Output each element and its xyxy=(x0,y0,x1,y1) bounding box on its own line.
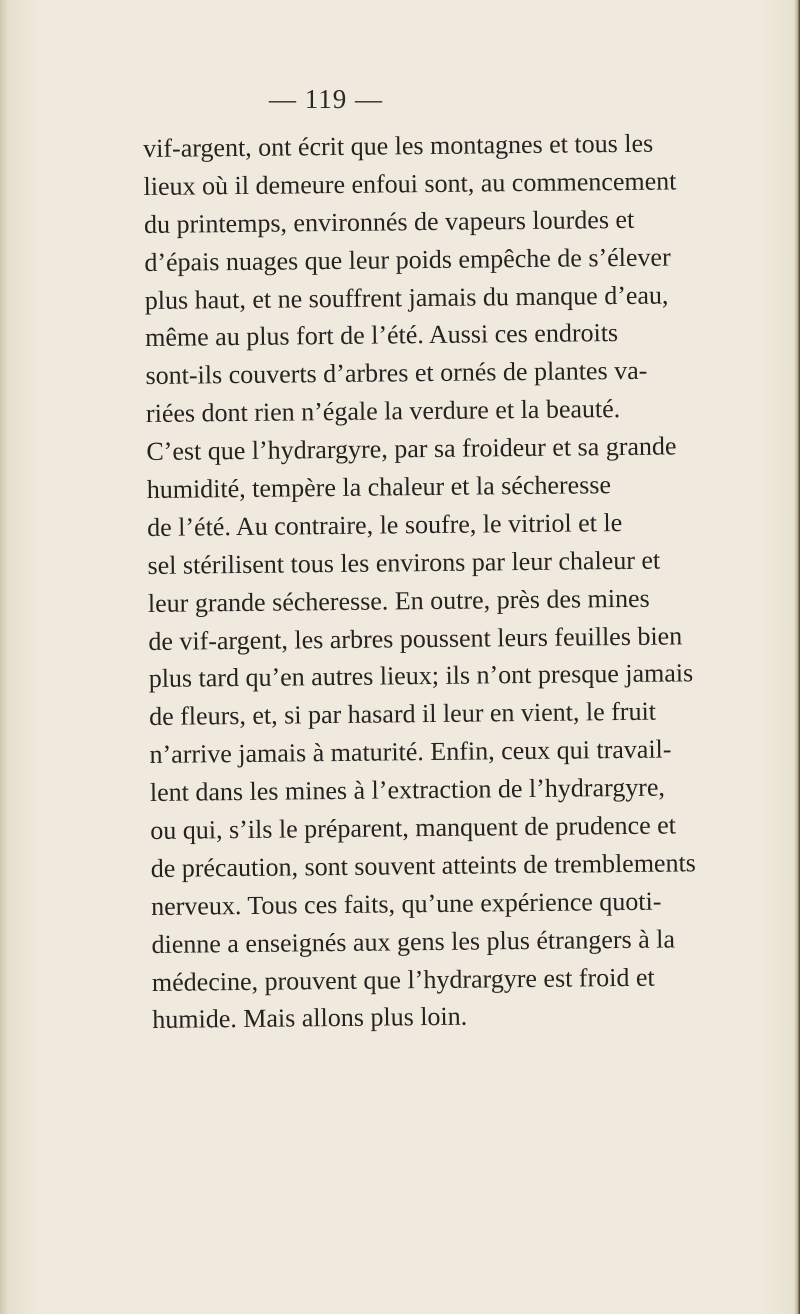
text-line: dienne a enseignés aux gens les plus étrangers à la xyxy=(151,924,676,959)
page-number: — 119 — xyxy=(269,84,383,114)
text-line: plus tard qu’en autres lieux; ils n’ont presque jamais xyxy=(148,658,694,694)
text-line: humide. Mais allons plus loin. xyxy=(152,1002,468,1035)
text-line: médecine, prouvent que l’hydrargyre est froid et xyxy=(151,962,655,997)
text-line: lieux où il demeure enfoui sont, au commencement xyxy=(143,166,677,201)
text-line: plus haut, et ne souffrent jamais du manque d’eau, xyxy=(144,280,669,315)
text-line: de précaution, sont souvent atteints de tremblements xyxy=(150,848,696,883)
text-line: ou qui, s’ils le préparent, manquent de prudence et xyxy=(150,810,677,845)
text-line: vif-argent, ont écrit que les montagnes et tous les xyxy=(143,128,654,163)
gutter-shadow xyxy=(0,0,8,1314)
text-line: même au plus fort de l’été. Aussi ces endroits xyxy=(145,318,619,353)
text-line: de fleurs, et, si par hasard il leur en vient, le fruit xyxy=(148,697,657,732)
text-line: de l’été. Au contraire, le soufre, le vitriol et le xyxy=(147,507,623,542)
text-line: C’est que l’hydrargyre, par sa froideur et sa grande xyxy=(146,431,677,467)
text-line: nerveux. Tous ces faits, qu’une expérience quoti- xyxy=(150,886,662,921)
text-line: sont-ils couverts d’arbres et ornés de plantes va- xyxy=(145,356,648,391)
text-line: du printemps, environnés de vapeurs lourdes et xyxy=(143,204,635,239)
text-line: de vif-argent, les arbres poussent leurs feuilles bien xyxy=(148,620,683,656)
page-edge xyxy=(794,0,800,1314)
text-line: lent dans les mines à l’extraction de l’hydrargyre, xyxy=(149,772,666,808)
body-text xyxy=(143,125,696,1039)
text-line: sel stérilisent tous les environs par leur chaleur et xyxy=(147,545,661,580)
text-line: n’arrive jamais à maturité. Enfin, ceux qui travail- xyxy=(149,734,672,770)
text-line: riées dont rien n’égale la verdure et la beauté. xyxy=(145,394,621,429)
text-line: d’épais nuages que leur poids empêche de s’élever xyxy=(144,242,671,277)
text-line: humidité, tempère la chaleur et la sécheresse xyxy=(146,470,612,504)
text-line: leur grande sécheresse. En outre, près des mines xyxy=(147,583,650,618)
